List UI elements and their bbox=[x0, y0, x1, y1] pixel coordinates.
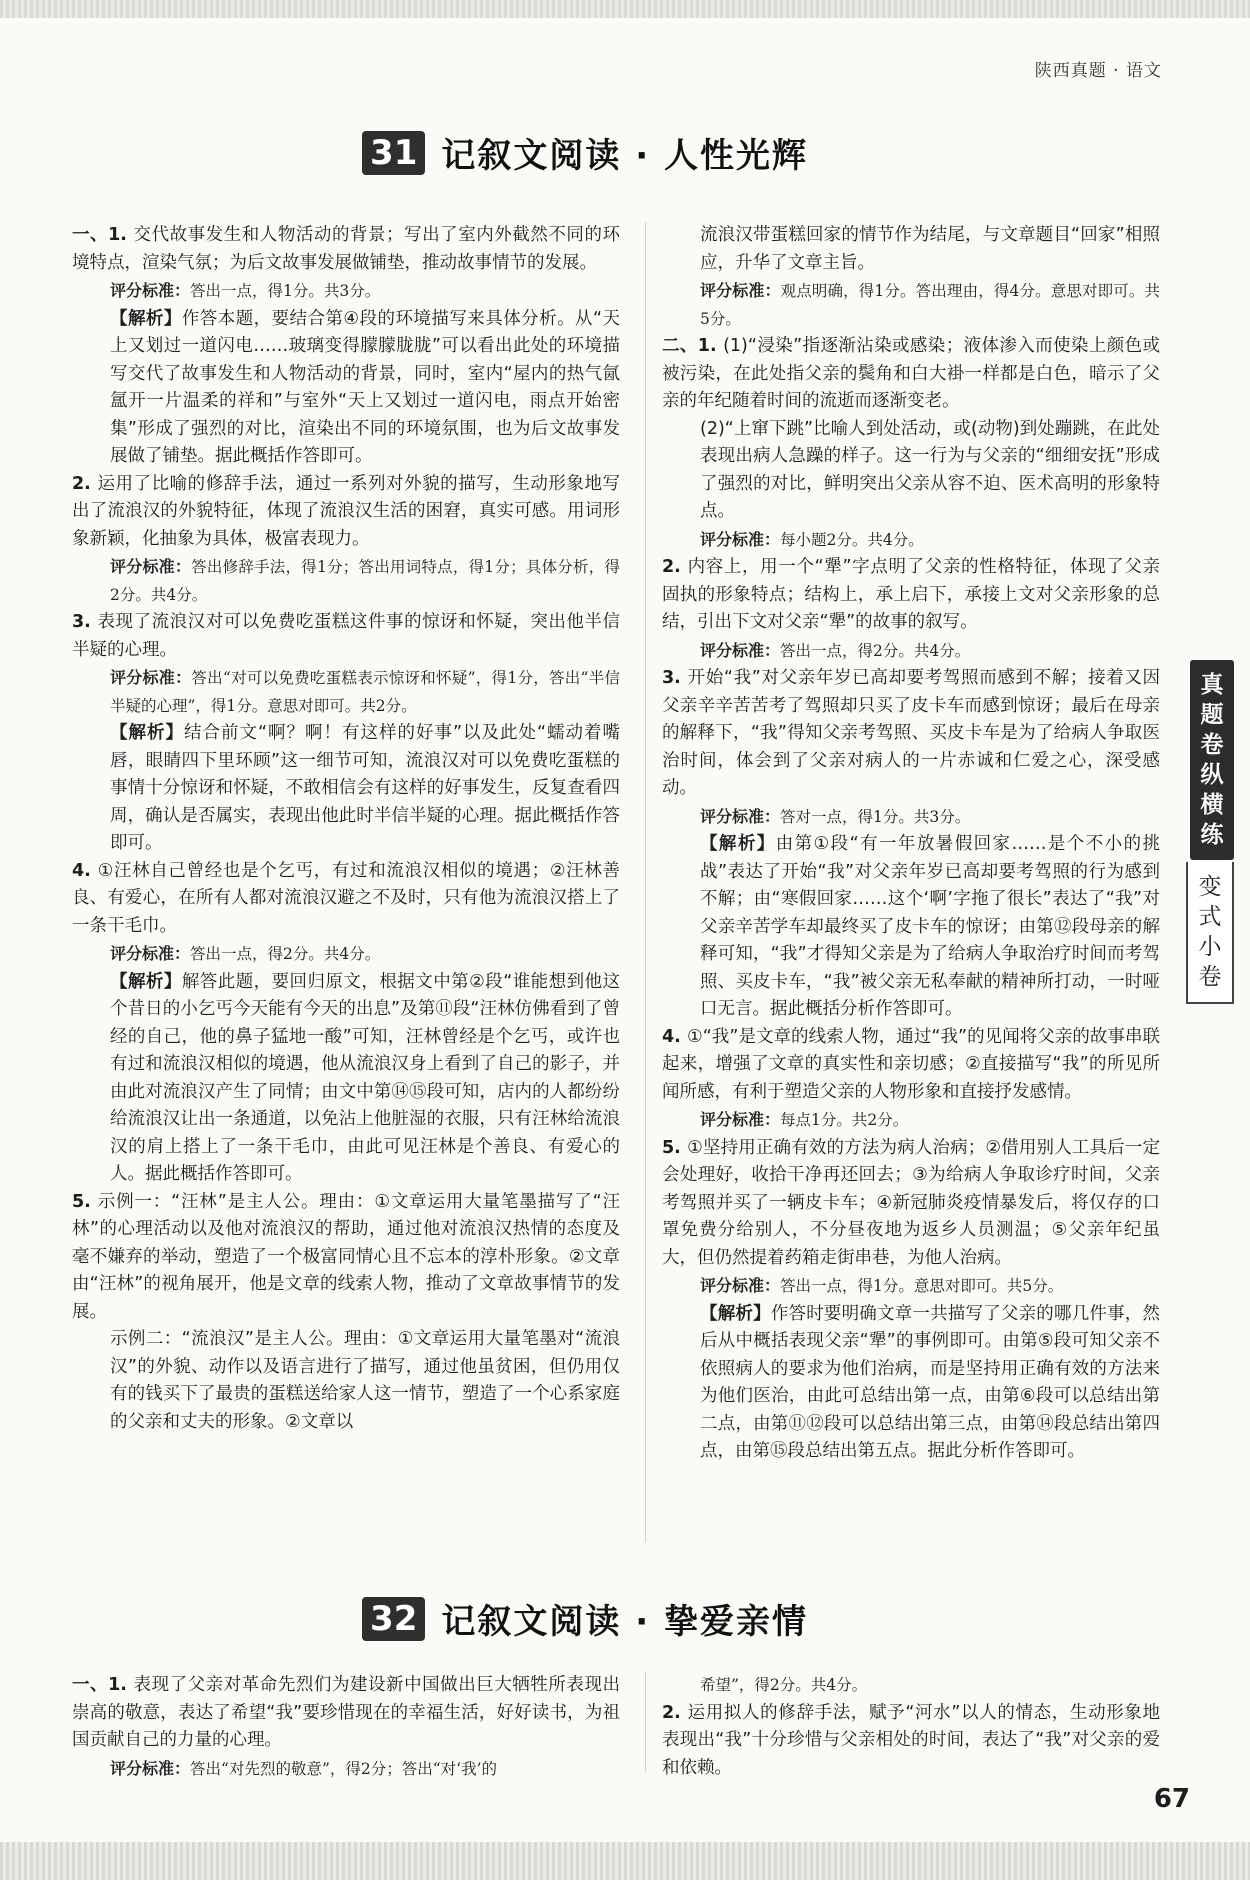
question-number: 5. bbox=[662, 1137, 688, 1158]
question-number: 一、1. bbox=[72, 225, 134, 245]
analysis-paragraph bbox=[662, 1301, 1160, 1466]
label: 评分标准： bbox=[110, 668, 192, 687]
label: 【解析】 bbox=[700, 1303, 771, 1324]
paragraph-text: 由第①段“有一年放暑假回家……是个不小的挑战”表达了开始“我”对父亲年岁已高却要考驾照的行为感到不解；由“寒假回家……这个‘啊’字拖了很长”表达了“我”对父亲辛苦学车却最终买了皮卡车的惊讶；由第⑫段母亲的解释可知，“我”才得知父亲是为了给病人争取治疗时间而考驾照、买皮卡车，“我”被父亲无私奉献的精神所打动，一时哑口无言。据此概括分析作答即可。 bbox=[700, 834, 1160, 1019]
paragraph-text: 表现了父亲对革命先烈们为建设新中国做出巨大牺牲所表现出崇高的敬意，表达了希望“我”要珍惜现在的幸福生活，好好读书，为祖国贡献自己的力量的心理。 bbox=[72, 1675, 620, 1750]
scoring-standard bbox=[662, 637, 1160, 666]
label: 评分标准： bbox=[700, 1276, 781, 1295]
side-tab-sub-label bbox=[1188, 872, 1232, 992]
section-32-right-column bbox=[662, 1672, 1160, 1782]
answer-paragraph bbox=[662, 1700, 1160, 1783]
paragraph-text: 观点明确，得1分。答出理由，得4分。意思对即可。共5分。 bbox=[700, 282, 1160, 328]
label: 评分标准： bbox=[110, 944, 191, 963]
answer-paragraph bbox=[662, 1135, 1160, 1273]
label: 评分标准： bbox=[110, 1758, 191, 1778]
label: 评分标准： bbox=[700, 281, 781, 300]
side-tab-sub bbox=[1186, 862, 1234, 1004]
question-number: 2. bbox=[662, 1702, 688, 1723]
answer-paragraph bbox=[72, 858, 620, 941]
paragraph-text: (2)“上窜下跳”比喻人到处活动，或(动物)到处蹦跳，在此处表现出病人急躁的样子。这一行为与父亲的“细细安抚”形成了强烈的对比，鲜明突出父亲从容不迫、医术高明的形象特点。 bbox=[700, 418, 1160, 521]
question-number: 4. bbox=[72, 860, 98, 881]
section-title: 记叙文阅读 · 人性光辉 bbox=[441, 136, 808, 176]
top-scan-border bbox=[0, 0, 1250, 18]
column-divider bbox=[645, 1672, 646, 1772]
paragraph-text: 交代故事发生和人物活动的背景；写出了室内外截然不同的环境特点，渲染气氛；为后文故事发展做铺垫，推动故事情节的发展。 bbox=[72, 225, 620, 273]
paragraph-text: 每点1分。共2分。 bbox=[780, 1111, 909, 1129]
paragraph-text: 作答时要明确文章一共描写了父亲的哪几件事，然后从中概括表现父亲“犟”的事例即可。由第⑤段可知父亲不依照病人的要求为他们治病，而是坚持用正确有效的方法来为他们医治，由此可总结出第一点，由第⑥段可以总结出第二点，由第⑪⑫段可以总结出第三点，由第⑭段总结出第四点，由第⑮段总结出第五点。据此分析作答即可。 bbox=[700, 1303, 1161, 1461]
scoring-standard bbox=[662, 1672, 1160, 1700]
paragraph-text: (1)“浸染”指逐渐沾染或感染；液体渗入而使染上颜色或被污染，在此处指父亲的鬓角和白大褂一样都是白色，暗示了父亲的年纪随着时间的流逝而逐渐变老。 bbox=[662, 336, 1160, 411]
paragraph-text: ①汪林自己曾经也是个乞丐，有过和流浪汉相似的境遇；②汪林善良、有爱心，在所有人都对流浪汉避之不及时，只有他为流浪汉搭上了一条干毛巾。 bbox=[72, 860, 621, 936]
section-32-title bbox=[0, 1594, 1170, 1643]
label: 评分标准： bbox=[700, 640, 781, 660]
answer-paragraph bbox=[72, 1189, 620, 1327]
answer-paragraph bbox=[662, 222, 1160, 277]
paragraph-text: 希望”，得2分。共4分。 bbox=[700, 1676, 868, 1694]
tab-char: 练 bbox=[1200, 822, 1224, 848]
scoring-standard bbox=[662, 526, 1160, 555]
label: 【解析】 bbox=[110, 971, 182, 992]
section-number: 31 bbox=[362, 131, 425, 175]
paragraph-text: 答出“对先烈的敬意”，得2分；答出“对‘我’的 bbox=[190, 1759, 498, 1778]
side-tab-main bbox=[1190, 660, 1234, 860]
tab-char: 变 bbox=[1198, 874, 1222, 900]
label: 评分标准： bbox=[110, 557, 192, 576]
section-31-right-column bbox=[662, 222, 1160, 1466]
label: 【解析】 bbox=[110, 308, 182, 329]
question-number: 3. bbox=[72, 612, 98, 632]
paragraph-text: 解答此题，要回归原文，根据文中第②段“谁能想到他这个昔日的小乞丐今天能有今天的出息”及第⑪段“汪林仿佛看到了曾经的自己，他的鼻子猛地一酸”可知，汪林曾经是个乞丐，或许也有过和流浪汉相似的境遇，他从流浪汉身上看到了自己的影子，并由此对流浪汉产生了同情；由文中第⑭⑮段可知，店内的人都纷纷给流浪汉让出一条通道，以免沾上他脏湿的衣服，只有汪林给流浪汉的肩上搭上了一条干毛巾，由此可见汪林是个善良、有爱心的人。据此概括作答即可。 bbox=[110, 971, 620, 1184]
scoring-standard bbox=[72, 553, 620, 609]
scoring-standard bbox=[662, 277, 1160, 333]
answer-paragraph bbox=[72, 1672, 620, 1755]
tab-char: 纵 bbox=[1200, 762, 1224, 788]
question-number: 2. bbox=[72, 473, 98, 494]
paragraph-text: ①“我”是文章的线索人物，通过“我”的见闻将父亲的故事串联起来，增强了文章的真实性和亲切感；②直接描写“我”的所见所闻所感，有利于塑造父亲的人物形象和直接抒发感情。 bbox=[662, 1026, 1161, 1102]
section-31-title bbox=[0, 128, 1170, 177]
answer-paragraph bbox=[662, 665, 1160, 803]
paragraph-text: 答出一点，得1分。意思对即可。共5分。 bbox=[780, 1277, 1064, 1295]
section-32-left-column bbox=[72, 1672, 620, 1783]
paragraph-text: ①坚持用正确有效的方法为病人治病；②借用别人工具后一定会处理好，收拾干净再还回去；③为给病人争取诊疗时间，父亲考驾照并买了一辆皮卡车；④新冠肺炎疫情暴发后，将仅存的口罩免费分给别人，不分昼夜地为返乡人员测温；⑤父亲年纪虽大，但仍然提着药箱走街串巷，为他人治病。 bbox=[662, 1137, 1160, 1268]
answer-paragraph bbox=[662, 554, 1160, 637]
question-number: 二、1. bbox=[662, 336, 724, 356]
question-number: 5. bbox=[72, 1191, 98, 1212]
page-number: 67 bbox=[1153, 1784, 1190, 1814]
scoring-standard bbox=[662, 1106, 1160, 1135]
tab-char: 式 bbox=[1198, 904, 1222, 930]
question-number: 3. bbox=[662, 668, 688, 688]
paragraph-text: 示例二：“流浪汉”是主人公。理由：①文章运用大量笔墨对“流浪汉”的外貌、动作以及语言进行了描写，通过他虽贫困，但仍用仅有的钱买下了最贵的蛋糕送给家人这一情节，塑造了一个心系家庭的父亲和丈夫的形象。②文章以 bbox=[110, 1329, 620, 1432]
tab-char: 卷 bbox=[1200, 732, 1224, 758]
answer-paragraph bbox=[72, 1326, 620, 1436]
label: 评分标准： bbox=[110, 281, 191, 300]
page-header: 陕西真题 · 语文 bbox=[1034, 61, 1162, 81]
question-number: 4. bbox=[662, 1026, 687, 1047]
scoring-standard bbox=[662, 1272, 1160, 1301]
section-31-left-column bbox=[72, 222, 620, 1436]
paragraph-text: 答出一点，得1分。共3分。 bbox=[190, 282, 381, 300]
label: 【解析】 bbox=[700, 834, 776, 854]
tab-char: 横 bbox=[1200, 792, 1224, 818]
column-divider bbox=[645, 222, 646, 1542]
question-number: 一、1. bbox=[72, 1675, 134, 1695]
paragraph-text: 答出一点，得2分。共4分。 bbox=[190, 945, 381, 963]
label: 评分标准： bbox=[700, 529, 781, 549]
scoring-standard bbox=[72, 1755, 620, 1784]
tab-char: 真 bbox=[1200, 672, 1224, 698]
paragraph-text: 结合前文“啊？啊！有这样的好事”以及此处“蠕动着嘴唇，眼睛四下里环顾”这一细节可知，流浪汉对可以免费吃蛋糕的事情十分惊讶和怀疑，不敢相信会有这样的好事发生，反复查看四周，确认是否属实，表现出他此时半信半疑的心理。据此概括作答即可。 bbox=[110, 723, 621, 853]
tab-char: 题 bbox=[1200, 702, 1224, 728]
paragraph-text: 答出“对可以免费吃蛋糕表示惊讶和怀疑”，得1分，答出“半信半疑的心理”，得1分。意思对即可。共2分。 bbox=[110, 669, 620, 715]
paragraph-text: 内容上，用一个“犟”字点明了父亲的性格特征，体现了父亲固执的形象特点；结构上，承上启下，承接上文对父亲形象的总结，引出下文对父亲“犟”的故事的叙写。 bbox=[662, 557, 1161, 632]
section-title: 记叙文阅读 · 挚爱亲情 bbox=[441, 1602, 808, 1642]
paragraph-text: 运用拟人的修辞手法，赋予“河水”以人的情态，生动形象地表现出“我”十分珍惜与父亲相处的时间，表达了“我”对父亲的爱和依赖。 bbox=[662, 1702, 1161, 1778]
paragraph-text: 答出修辞手法，得1分；答出用词特点，得1分；具体分析，得2分。共4分。 bbox=[110, 558, 620, 604]
side-tab-main-label bbox=[1190, 670, 1234, 850]
analysis-paragraph bbox=[662, 831, 1160, 1024]
answer-paragraph bbox=[72, 609, 620, 664]
answer-paragraph bbox=[662, 1024, 1160, 1107]
label: 【解析】 bbox=[110, 723, 184, 743]
paragraph-text: 示例一：“汪林”是主人公。理由：①文章运用大量笔墨描写了“汪林”的心理活动以及他对流浪汉的帮助，通过他对流浪汉热情的态度及毫不嫌弃的举动，塑造了一个极富同情心且不忘本的淳朴形象。②文章由“汪林”的视角展开，他是文章的线索人物，推动了文章故事情节的发展。 bbox=[72, 1191, 620, 1322]
tab-char: 卷 bbox=[1198, 964, 1222, 990]
scoring-standard bbox=[72, 940, 620, 969]
label: 评分标准： bbox=[700, 806, 781, 826]
answer-paragraph bbox=[72, 222, 620, 277]
label: 评分标准： bbox=[700, 1110, 781, 1129]
paragraph-text: 答对一点，得1分。共3分。 bbox=[780, 807, 971, 826]
scoring-standard bbox=[72, 277, 620, 306]
answer-paragraph bbox=[662, 333, 1160, 416]
paragraph-text: 开始“我”对父亲年岁已高却要考驾照而感到不解；接着又因父亲辛辛苦苦考了驾照却只买了皮卡车而感到惊讶；最后在母亲的解释下，“我”得知父亲考驾照、买皮卡车是为了给病人争取医治时间，体会到了父亲对病人的一片赤诚和仁爱之心，深受感动。 bbox=[662, 668, 1161, 798]
paragraph-text: 表现了流浪汉对可以免费吃蛋糕这件事的惊讶和怀疑，突出他半信半疑的心理。 bbox=[72, 612, 621, 660]
question-number: 2. bbox=[662, 557, 688, 577]
tab-char: 小 bbox=[1198, 934, 1222, 960]
paragraph-text: 答出一点，得2分。共4分。 bbox=[780, 641, 971, 660]
section-number: 32 bbox=[362, 1597, 425, 1641]
analysis-paragraph bbox=[72, 720, 620, 858]
bottom-scan-border bbox=[0, 1842, 1250, 1880]
paragraph-text: 每小题2分。共4分。 bbox=[780, 530, 924, 549]
analysis-paragraph bbox=[72, 969, 620, 1189]
answer-paragraph bbox=[662, 416, 1160, 526]
paragraph-text: 流浪汉带蛋糕回家的情节作为结尾，与文章题目“回家”相照应，升华了文章主旨。 bbox=[700, 225, 1160, 273]
paragraph-text: 作答本题，要结合第④段的环境描写来具体分析。从“天上又划过一道闪电……玻璃变得朦朦胧胧”可以看出此处的环境描写交代了故事发生和人物活动的背景，同时，室内“屋内的热气氤氲开一片温柔的祥和”与室外“天上又划过一道闪电，雨点开始密集”形成了强烈的对比，渲染出不同的环境氛围，也为后文故事发展做了铺垫。据此概括作答即可。 bbox=[110, 308, 620, 466]
scoring-standard bbox=[72, 664, 620, 720]
analysis-paragraph bbox=[72, 306, 620, 471]
answer-paragraph bbox=[72, 471, 620, 554]
paragraph-text: 运用了比喻的修辞手法，通过一系列对外貌的描写，生动形象地写出了流浪汉的外貌特征，体现了流浪汉生活的困窘，真实可感。用词形象新颖，化抽象为具体，极富表现力。 bbox=[72, 473, 621, 549]
scoring-standard bbox=[662, 803, 1160, 832]
